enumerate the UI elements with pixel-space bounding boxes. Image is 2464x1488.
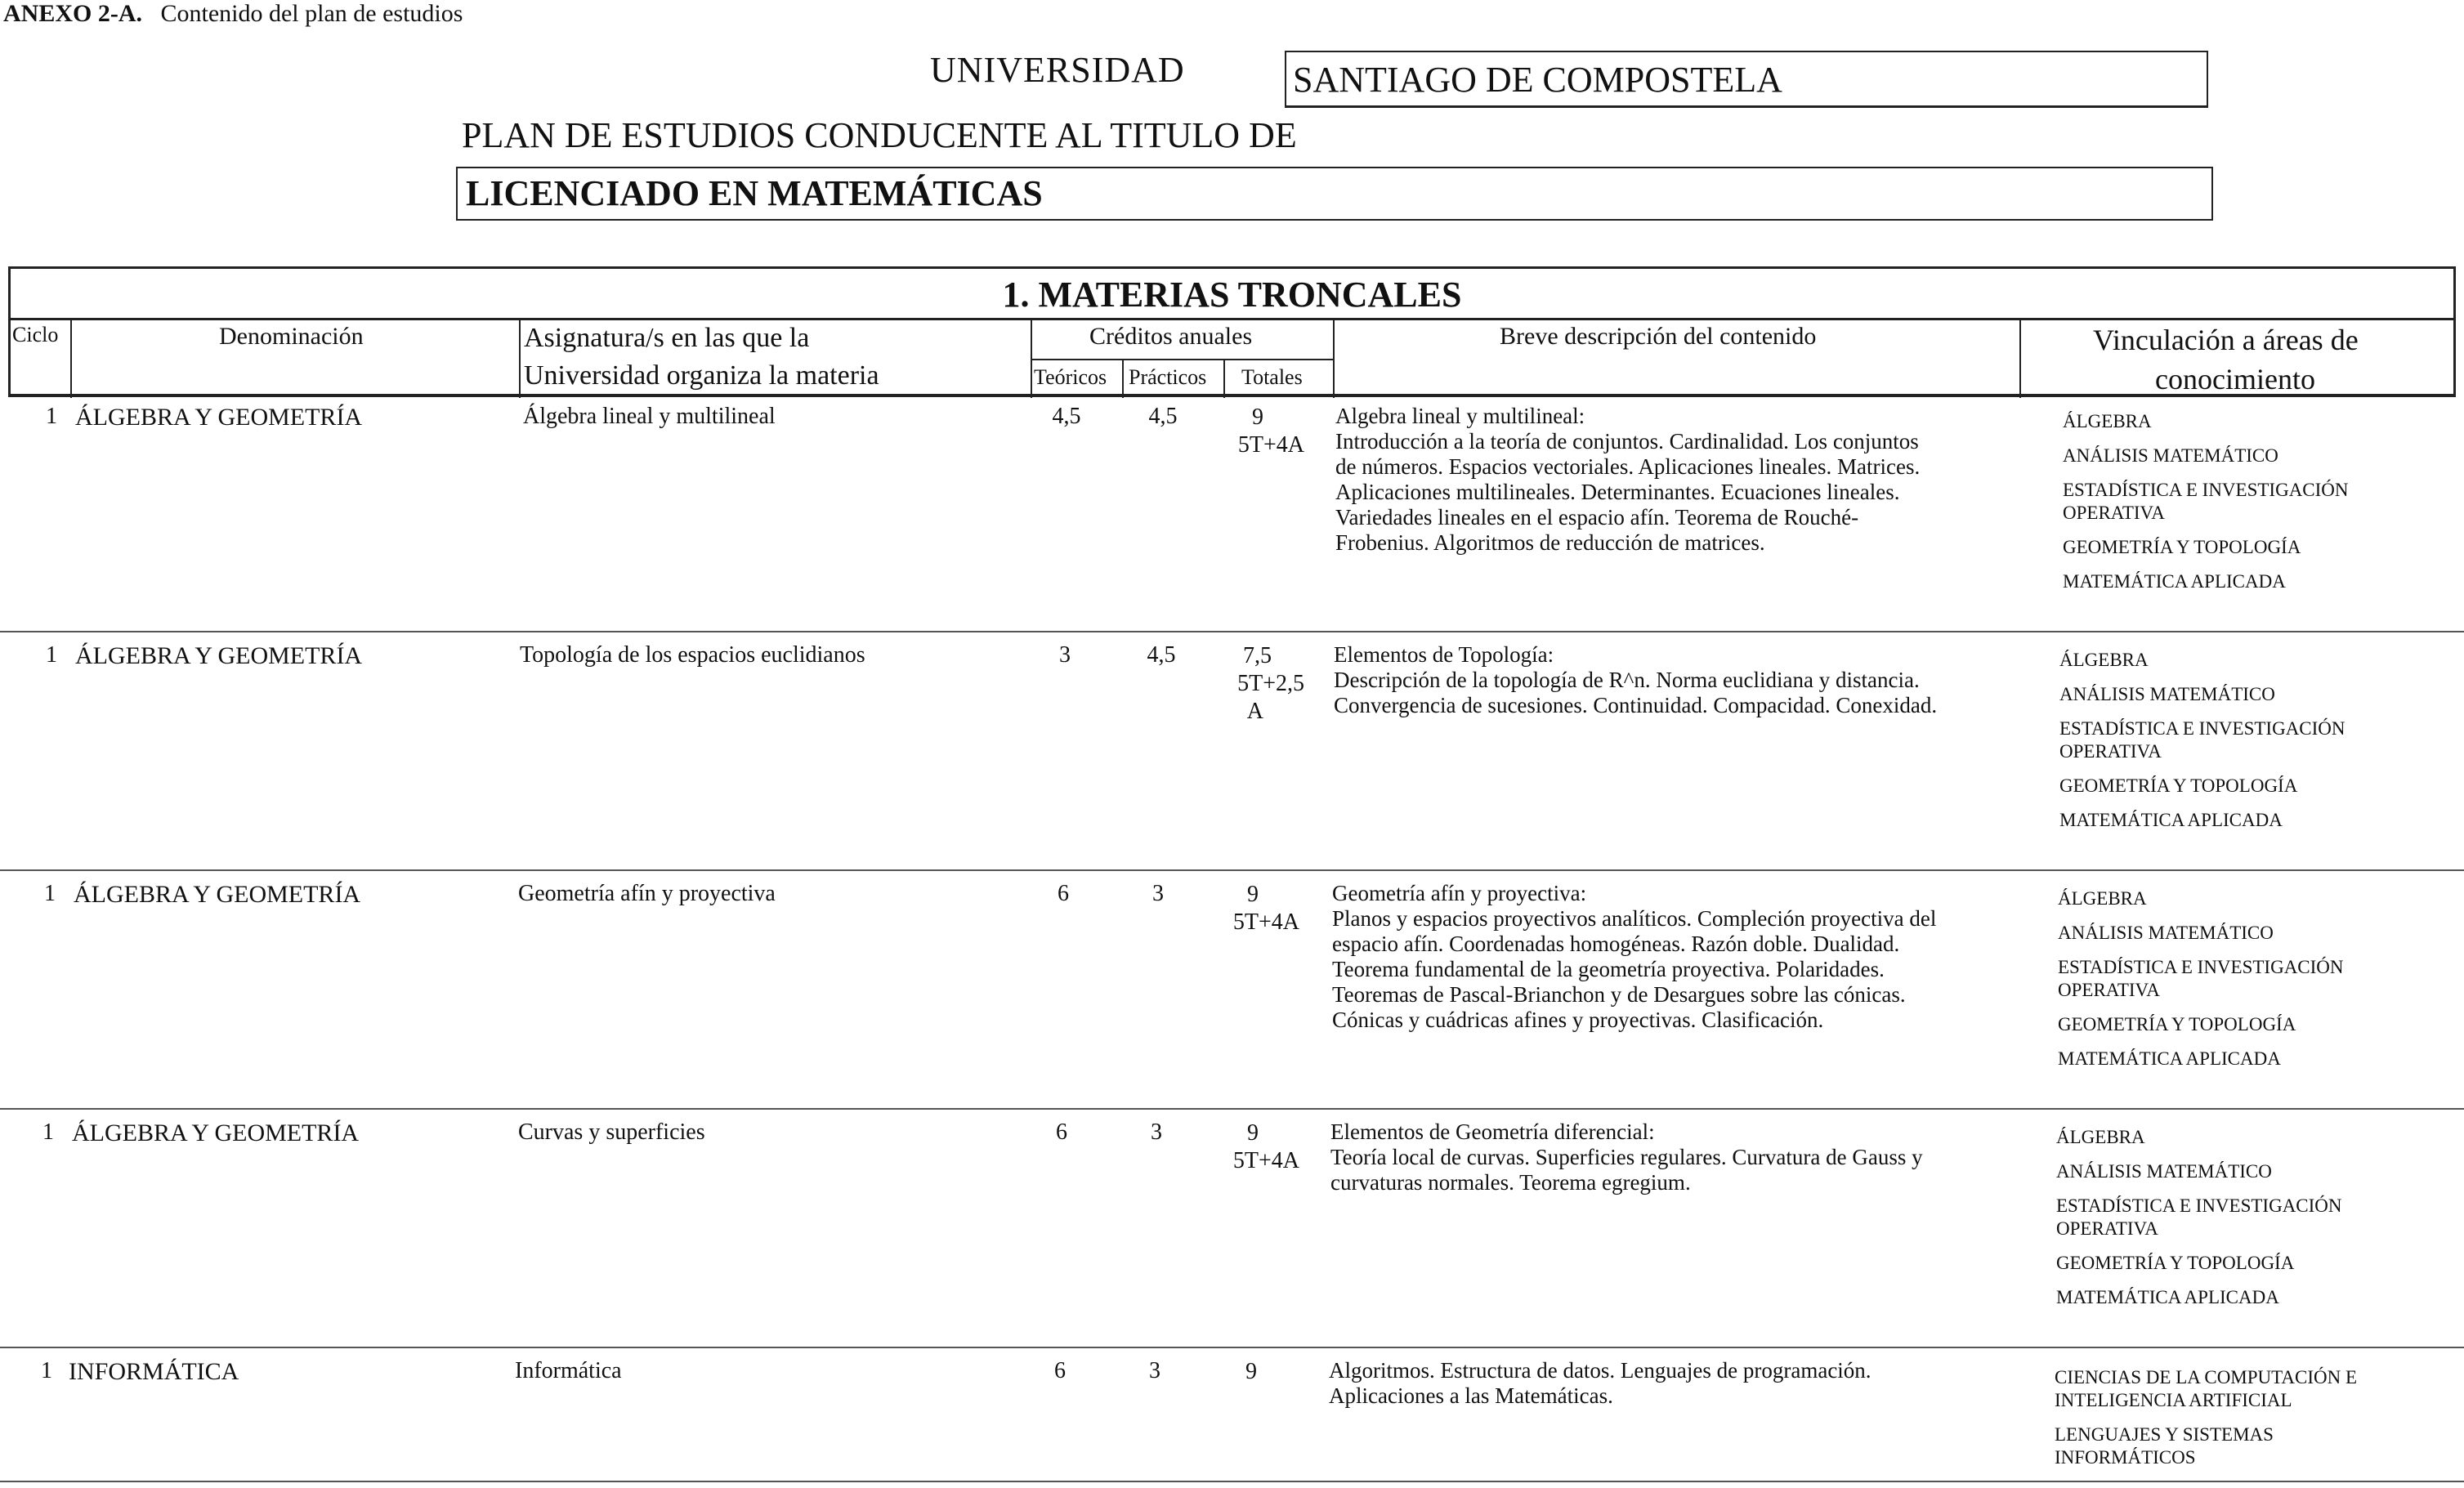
row-divider: [0, 1108, 2464, 1110]
annex-label: ANEXO 2-A.: [3, 0, 142, 27]
row-asignatura: Informática: [515, 1358, 622, 1383]
row-areas: CIENCIAS DE LA COMPUTACIÓN E INTELIGENCIA ARTIFICIAL LENGUAJES Y SISTEMAS INFORMÁTICOS: [2055, 1367, 2357, 1468]
row-ciclo: 1: [44, 881, 56, 906]
row-divider: [0, 1347, 2464, 1348]
row-asignatura: Geometría afín y proyectiva: [518, 881, 776, 906]
row-asignatura: Álgebra lineal y multilineal: [523, 404, 776, 429]
row-divider: [0, 1481, 2464, 1482]
row-totales: 9 5T+4A: [1232, 1120, 1299, 1173]
row-ciclo: 1: [46, 642, 57, 668]
row-descripcion: Algebra lineal y multilineal: Introducción a la teoría de conjuntos. Cardinalidad. Los conjuntos de números. Espacios vectoriales. Aplicaciones lineales. Matrices. Aplicaciones multilineales. Determinantes. Ecuaciones lineales. Variedades lineales en el espacio afín. Teorema de Rouché- Frobenius. Algoritmos de reducción de matrices.: [1335, 404, 1921, 555]
table-header: [8, 266, 2456, 397]
row-totales: 7,5 5T+2,5 A: [1237, 643, 1304, 724]
col-ciclo: Ciclo: [12, 323, 59, 346]
col-denominacion: Denominación: [219, 323, 364, 350]
row-teoricos: 4,5: [1052, 404, 1081, 429]
table-title: 1. MATERIAS TRONCALES: [1002, 275, 1462, 315]
col-asignatura-line2: Universidad organiza la materia: [524, 360, 879, 391]
row-denominacion: ÁLGEBRA Y GEOMETRÍA: [74, 881, 361, 908]
row-denominacion: ÁLGEBRA Y GEOMETRÍA: [72, 1119, 360, 1146]
col-totales: Totales: [1241, 365, 1303, 389]
row-denominacion: ÁLGEBRA Y GEOMETRÍA: [75, 404, 363, 431]
row-practicos: 3: [1149, 1358, 1160, 1383]
annex-heading: [3, 0, 463, 28]
col-teoricos: Teóricos: [1034, 365, 1107, 389]
row-ciclo: 1: [41, 1358, 52, 1383]
row-teoricos: 3: [1059, 642, 1071, 668]
row-descripcion: Geometría afín y proyectiva: Planos y espacios proyectivos analíticos. Compleción proyectiva del espacio afín. Coordenadas homogéneas. Razón doble. Dualidad. Teorema fundamental de la geometría proyectiva. Polaridades. Teoremas de Pascal-Brianchon y de Desargues sobre las cónicas. Cónicas y cuádricas afines y proyectivas. Clasificación.: [1332, 881, 1937, 1032]
row-practicos: 4,5: [1148, 404, 1178, 429]
row-asignatura: Topología de los espacios euclidianos: [520, 642, 865, 668]
row-descripcion: Algoritmos. Estructura de datos. Lenguajes de programación. Aplicaciones a las Matemáticas.: [1329, 1358, 1871, 1408]
row-denominacion: ÁLGEBRA Y GEOMETRÍA: [75, 642, 363, 669]
col-practicos: Prácticos: [1129, 365, 1207, 389]
row-asignatura: Curvas y superficies: [518, 1119, 705, 1145]
degree-field: LICENCIADO EN MATEMÁTICAS: [456, 167, 2213, 221]
row-teoricos: 6: [1054, 1358, 1066, 1383]
university-label: UNIVERSIDAD: [930, 50, 1185, 90]
col-vinculacion-line2: conocimiento: [2155, 363, 2315, 395]
row-denominacion: INFORMÁTICA: [69, 1358, 239, 1385]
row-practicos: 4,5: [1147, 642, 1176, 668]
col-descripcion: Breve descripción del contenido: [1500, 323, 1817, 350]
row-ciclo: 1: [42, 1119, 54, 1145]
row-practicos: 3: [1151, 1119, 1162, 1145]
col-creditos: Créditos anuales: [1089, 323, 1253, 350]
row-areas: ÁLGEBRA ANÁLISIS MATEMÁTICO ESTADÍSTICA E INVESTIGACIÓN OPERATIVA GEOMETRÍA Y TOPOLOGÍA MATEMÁTICA APLICADA: [2063, 411, 2349, 592]
row-practicos: 3: [1152, 881, 1164, 906]
row-divider: [0, 631, 2464, 632]
row-areas: ÁLGEBRA ANÁLISIS MATEMÁTICO ESTADÍSTICA E INVESTIGACIÓN OPERATIVA GEOMETRÍA Y TOPOLOGÍA MATEMÁTICA APLICADA: [2056, 1127, 2342, 1307]
plan-label: PLAN DE ESTUDIOS CONDUCENTE AL TITULO DE: [462, 115, 1297, 155]
row-divider: [0, 869, 2464, 871]
row-teoricos: 6: [1058, 881, 1069, 906]
row-teoricos: 6: [1056, 1119, 1067, 1145]
row-totales: 9 5T+4A: [1232, 882, 1299, 935]
row-areas: ÁLGEBRA ANÁLISIS MATEMÁTICO ESTADÍSTICA E INVESTIGACIÓN OPERATIVA GEOMETRÍA Y TOPOLOGÍA MATEMÁTICA APLICADA: [2058, 888, 2344, 1069]
col-vinculacion-line1: Vinculación a áreas de: [2093, 324, 2359, 356]
row-descripcion: Elementos de Topología: Descripción de la topología de R^n. Norma euclidiana y distancia. Convergencia de sucesiones. Continuidad. Compacidad. Conexidad.: [1334, 642, 1938, 717]
row-totales: 9: [1245, 1359, 1257, 1384]
row-descripcion: Elementos de Geometría diferencial: Teoría local de curvas. Superficies regulares. Curvatura de Gauss y curvaturas normales. Teorema egregium.: [1330, 1119, 1923, 1195]
row-totales: 9 5T+4A: [1237, 404, 1304, 458]
col-asignatura-line1: Asignatura/s en las que la: [524, 323, 810, 353]
university-field: SANTIAGO DE COMPOSTELA: [1285, 51, 2208, 108]
annex-text: Contenido del plan de estudios: [160, 0, 463, 27]
row-ciclo: 1: [46, 404, 57, 429]
row-areas: ÁLGEBRA ANÁLISIS MATEMÁTICO ESTADÍSTICA E INVESTIGACIÓN OPERATIVA GEOMETRÍA Y TOPOLOGÍA MATEMÁTICA APLICADA: [2059, 650, 2345, 830]
